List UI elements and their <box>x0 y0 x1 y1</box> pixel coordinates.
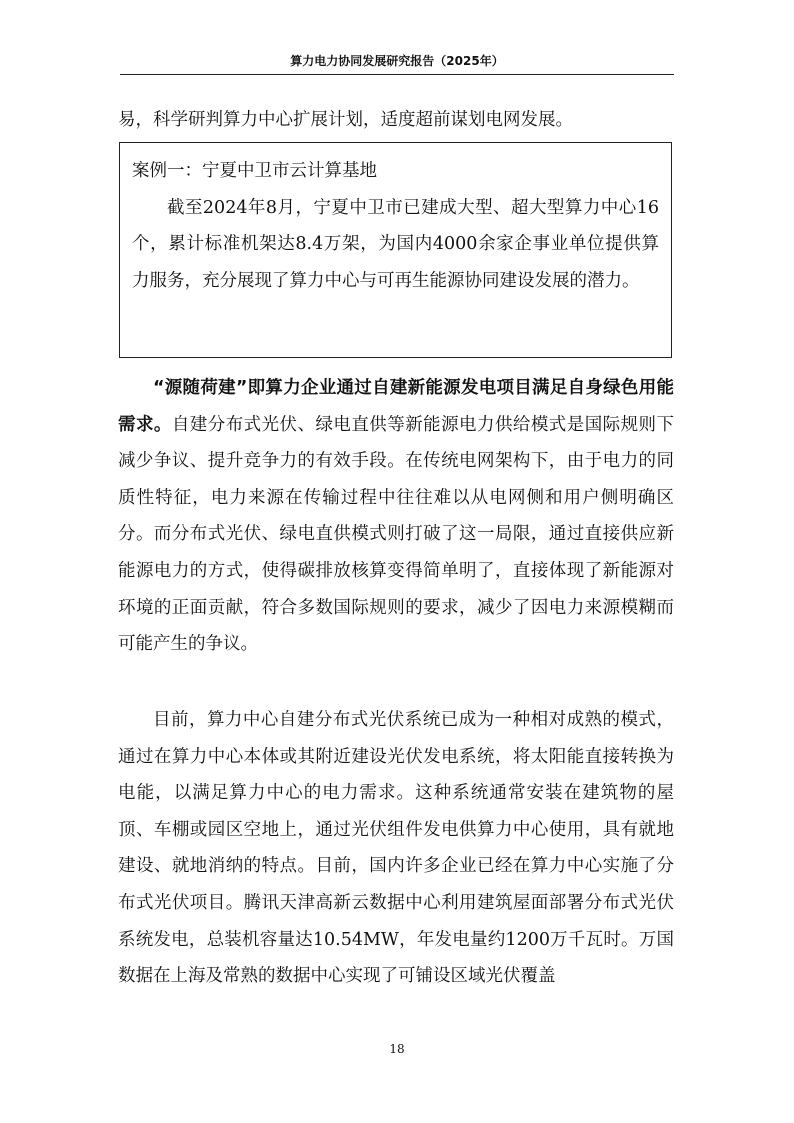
page-header: 算力电力协同发展研究报告（2025年） <box>120 52 674 75</box>
paragraph-source-follows-load <box>118 370 674 663</box>
paragraph-continuation: 易，科学研判算力中心扩展计划，适度超前谋划电网发展。 <box>118 110 573 130</box>
paragraph-body: 自建分布式光伏、绿电直供等新能源电力供给模式是国际规则下减少争议、提升竞争力的有效手段。在传统电网架构下，由于电力的同质性特征，电力来源在传输过程中往往难以从电网侧和用户侧明确区分。而分布式光伏、绿电直供模式则打破了这一局限，通过直接供应新能源电力的方式，使得碳排放核算变得简单明了，直接体现了新能源对环境的正面贡献，符合多数国际规则的要求，减少了因电力来源模糊而可能产生的争议。 <box>118 414 675 655</box>
case-study-box <box>119 142 672 358</box>
case-study-body: 截至2024年8月，宁夏中卫市已建成大型、超大型算力中心16个，累计标准机架达8.4万架，为国内4000余家企事业单位提供算力服务，充分展现了算力中心与可再生能源协同建设发展的潜力。 <box>132 197 659 291</box>
paragraph-lead-bold: “源随荷建”即算力企业通过自建新能源发电项目满足自身绿色用能需求。 <box>118 378 674 435</box>
paragraph-distributed-pv: 目前，算力中心自建分布式光伏系统已成为一种相对成熟的模式，通过在算力中心本体或其附近建设光伏发电系统，将太阳能直接转换为电能，以满足算力中心的电力需求。这种系统通常安装在建筑物的屋顶、车棚或园区空地上，通过光伏组件发电供算力中心使用，具有就地建设、就地消纳的特点。目前，国内许多企业已经在算力中心实施了分布式光伏项目。腾讯天津高新云数据中心利用建筑屋面部署分布式光伏系统发电，总装机容量达10.54MW，年发电量约1200万千瓦时。万国数据在上海及常熟的数据中心实现了可铺设区域光伏覆盖 <box>118 710 674 987</box>
page-number: 18 <box>389 1042 405 1056</box>
case-study-title: 案例一：宁夏中卫市云计算基地 <box>132 161 377 181</box>
